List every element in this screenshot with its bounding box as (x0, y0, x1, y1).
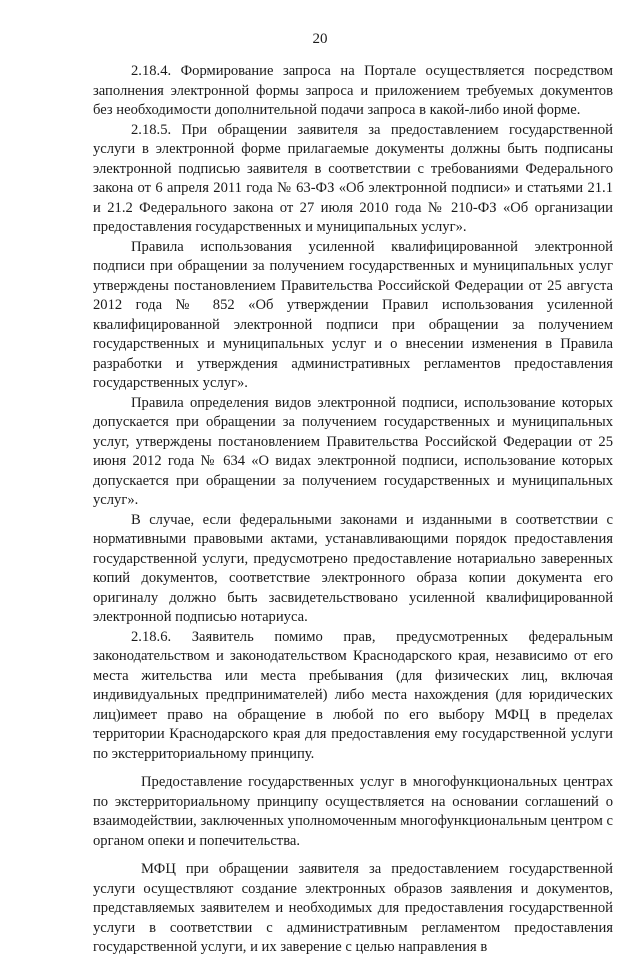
paragraph-2-18-6: 2.18.6. Заявитель помимо прав, предусмотренных федеральным законодательством и законодательством Краснодарского края, независимо от его места жительства или места пребывания (для физических лиц, включая индивидуальных предпринимателей) либо места нахождения (для юридических лиц)имеет право на обращение в любой по его выбору МФЦ в пределах территории Краснодарского края для предоставления ему государственной услуги по экстерриториальному принципу. (93, 628, 613, 762)
paragraph-mfc-electronic-images: МФЦ при обращении заявителя за предоставлением государственной услуги осуществляют создание электронных образов заявления и документов, представляемых заявителем и необходимых для предоставления государственной услуги в соответствии с административным регламентом предоставления государственной услуги, и их заверение с целью направления в (93, 861, 613, 955)
paragraph-2-18-4: 2.18.4. Формирование запроса на Портале осуществляется посредством заполнения электронной формы запроса и приложением требуемых документов без необходимости дополнительной подачи запроса в какой-либо иной форме. (93, 63, 613, 118)
document-body (93, 62, 613, 958)
paragraph-signature-types-rules: Правила определения видов электронной подписи, использование которых допускается при обращении за получением государственных и муниципальных услуг, утверждены постановлением Правительства Российской Федерации от 25 июня 2012 года № 634 «О видах электронной подписи, использование которых допускается при обращении за получением государственных и муниципальных услуг». (93, 394, 613, 508)
page-number: 20 (312, 31, 328, 47)
paragraph-2-18-5: 2.18.5. При обращении заявителя за предоставлением государственной услуги в электронной форме прилагаемые документы должны быть подписаны электронной подписью заявителя в соответствии с требованиями Федерального закона от 6 апреля 2011 года № 63-ФЗ «Об электронной подписи» и статьями 21.1 и 21.2 Федерального закона от 27 июля 2010 года № 210-ФЗ «Об организации предоставления государственных и муниципальных услуг». (93, 121, 613, 235)
paragraph-qualified-signature-rules: Правила использования усиленной квалифицированной электронной подписи при обращении за получением государственных и муниципальных услуг утверждены постановлением Правительства Российской Федерации от 25 августа 2012 года № 852 «Об утверждении Правил использования усиленной квалифицированной электронной подписи при обращении за получением государственных и муниципальных услуг и о внесении изменения в Правила разработки и утверждения административных регламентов предоставления государственных услуг». (93, 238, 613, 391)
paragraph-extraterritorial-services: Предоставление государственных услуг в многофункциональных центрах по экстерриториальному принципу осуществляется на основании соглашений о взаимодействии, заключенных уполномоченным многофункциональным центром с органом опеки и попечительства. (93, 774, 613, 849)
paragraph-notarized-copies: В случае, если федеральными законами и изданными в соответствии с нормативными правовыми актами, устанавливающими порядок предоставления государственной услуги, предусмотрено предоставление нотариально заверенных копий документов, соответствие электронного образа копии документа его оригиналу должно быть засвидетельствовано усиленной квалифицированной электронной подписью нотариуса. (93, 511, 613, 625)
